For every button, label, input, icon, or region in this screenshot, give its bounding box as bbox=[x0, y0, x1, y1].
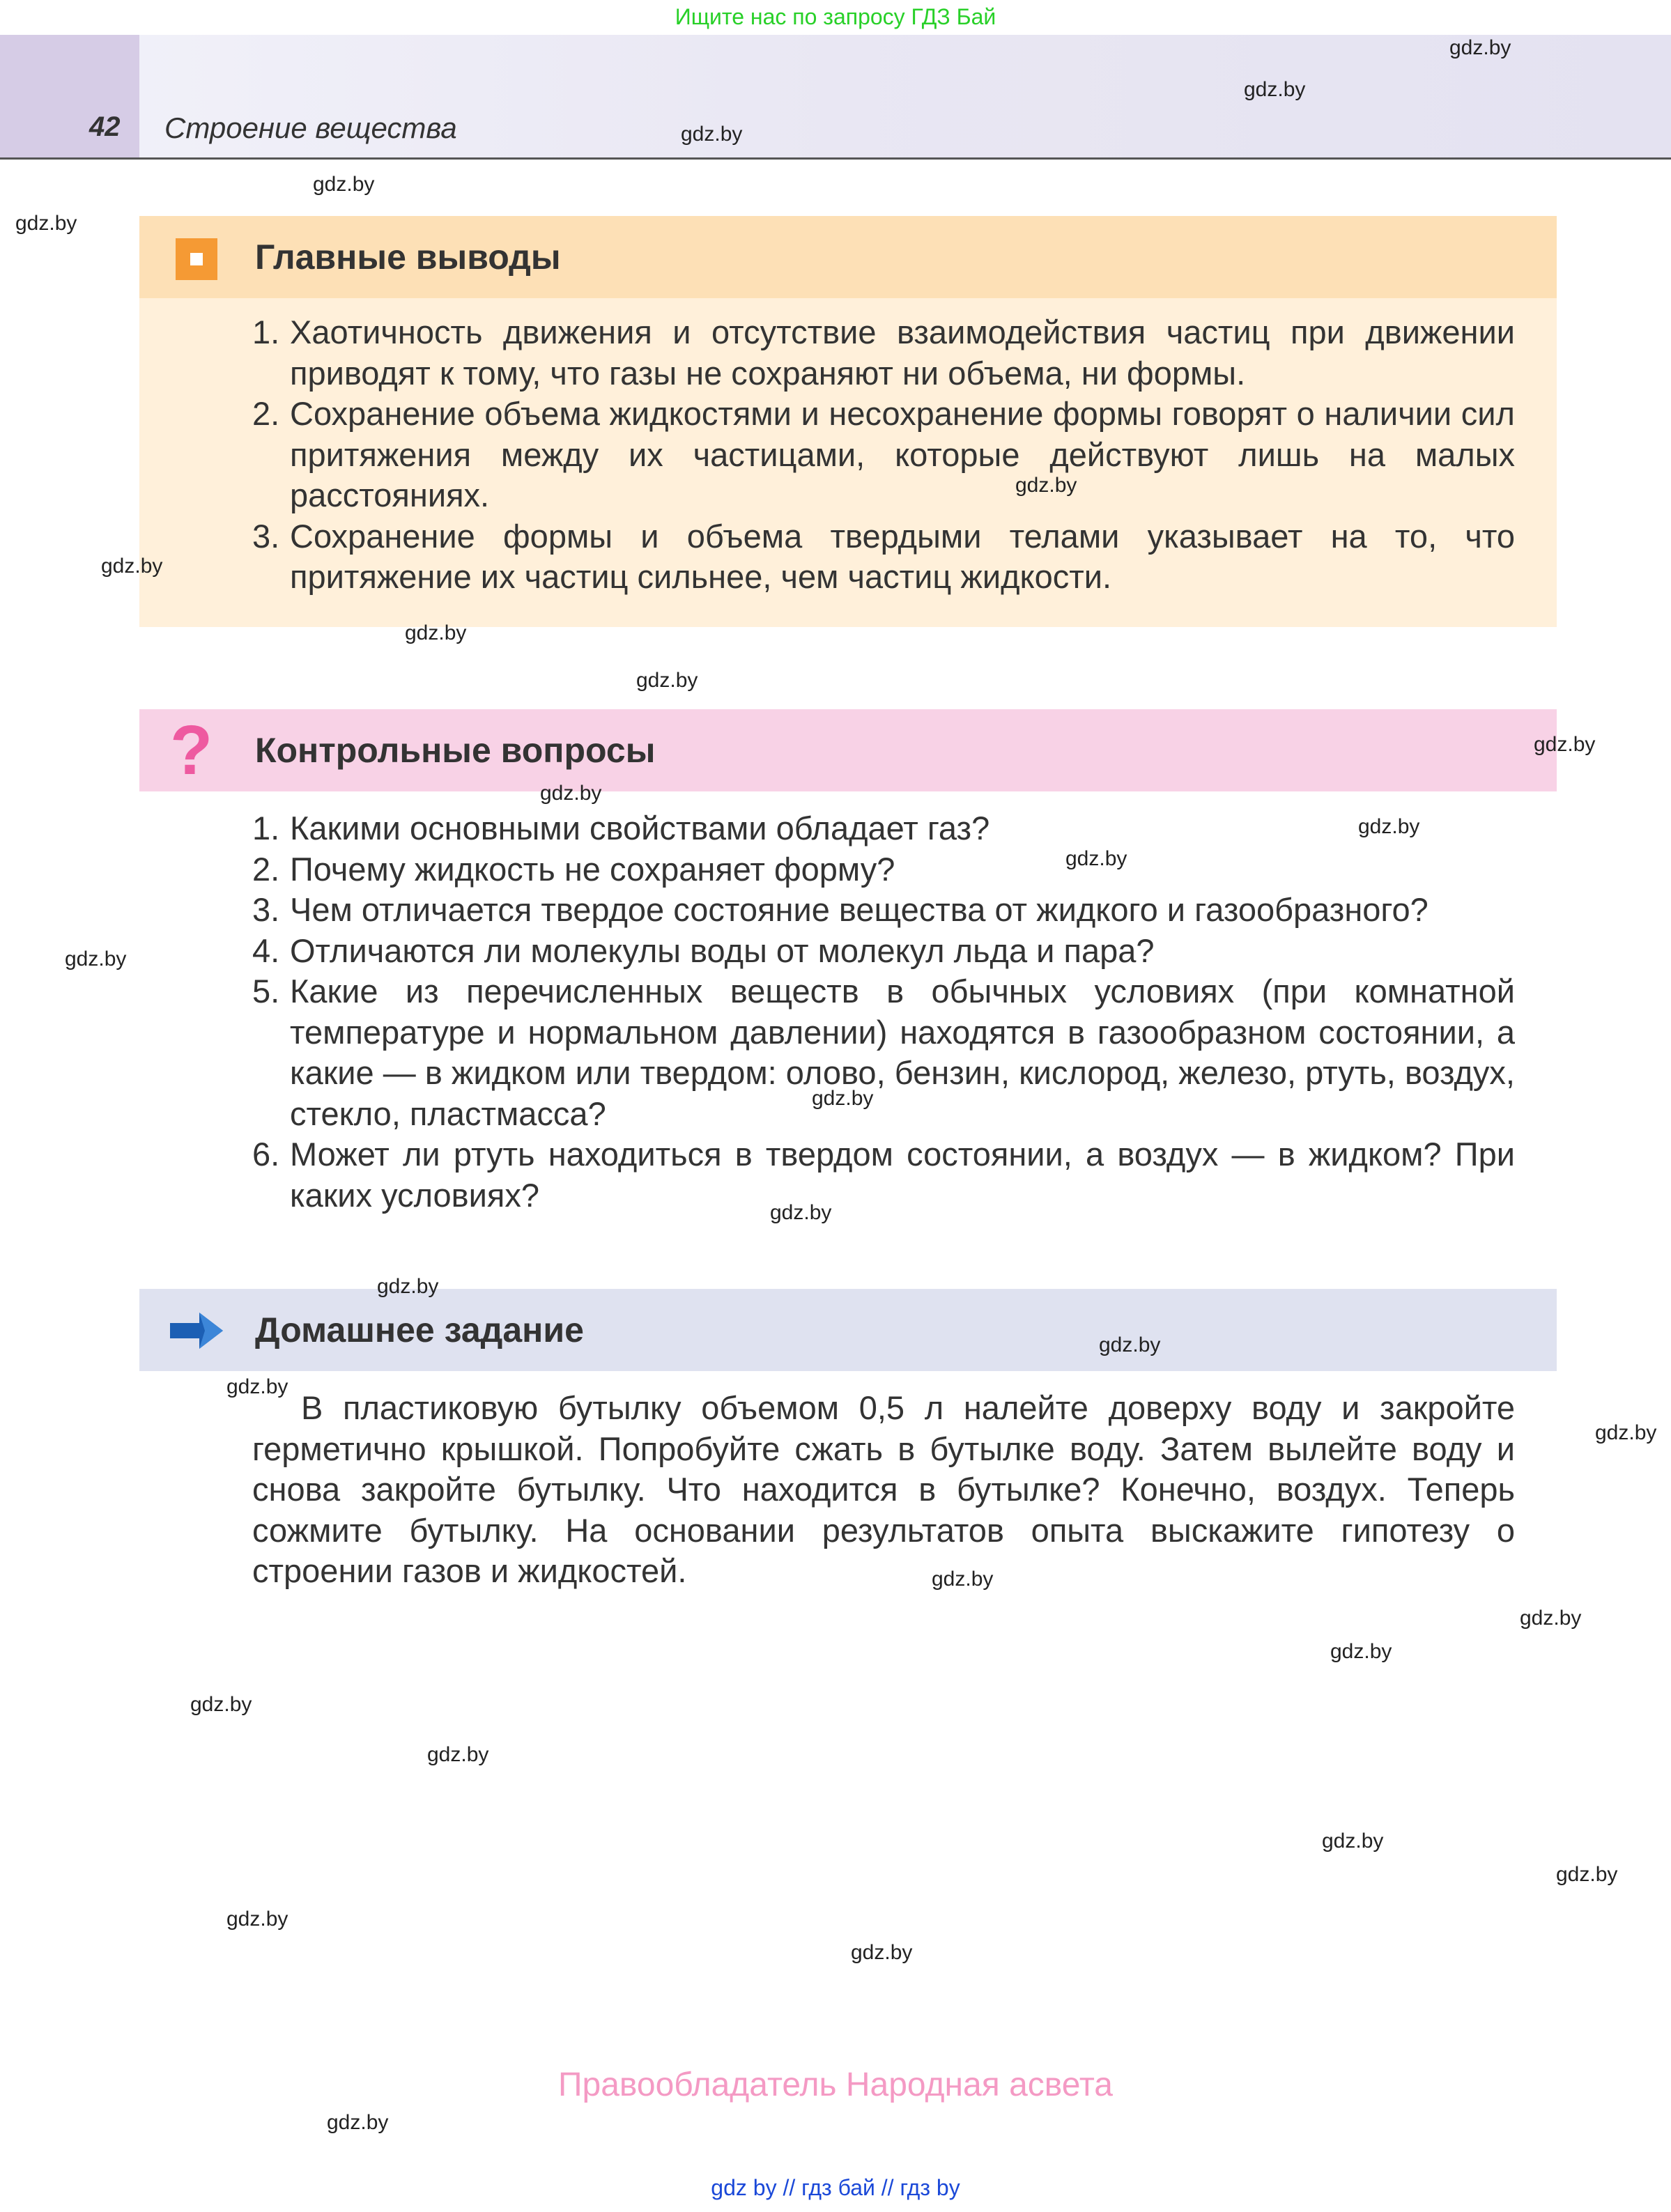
item-text: Хаотичность движения и отсутствие взаимодействия частиц при движении приводят к тому, что газы не сохраняют ни объема, ни формы. bbox=[290, 314, 1515, 392]
item-text: Какими основными свойствами обладает газ? bbox=[290, 810, 990, 846]
item-number: 4. bbox=[252, 931, 280, 969]
watermark: gdz.by bbox=[377, 1275, 439, 1298]
homework-header bbox=[139, 1289, 1557, 1371]
list-item bbox=[252, 971, 1515, 1134]
list-item bbox=[252, 1134, 1515, 1216]
watermark: gdz.by bbox=[1330, 1640, 1392, 1663]
item-number: 3. bbox=[252, 891, 280, 928]
page-number: 42 bbox=[89, 111, 121, 142]
watermark: gdz.by bbox=[226, 1908, 288, 1931]
watermark: gdz.by bbox=[190, 1693, 252, 1716]
item-number: 1. bbox=[252, 810, 280, 846]
item-text: Может ли ртуть находиться в твердом состоянии, а воздух — в жидком? При каких условиях? bbox=[290, 1136, 1515, 1214]
watermark: gdz.by bbox=[932, 1568, 994, 1591]
watermark: gdz.by bbox=[1322, 1830, 1384, 1853]
rights-holder: Правообладатель Народная асвета bbox=[558, 2066, 1113, 2103]
item-text: Какие из перечисленных веществ в обычных условиях (при комнатной температуре и нормальном давлении) находятся в газообразном состоянии, а какие — в жидком или твердом: олово, бензин, кислород, железо, ртуть, воздух, стекло, пластмасса? bbox=[290, 973, 1515, 1132]
watermark: gdz.by bbox=[313, 173, 375, 196]
homework-title: Домашнее задание bbox=[255, 1310, 584, 1349]
list-item bbox=[252, 890, 1515, 931]
questions-list bbox=[252, 808, 1515, 1216]
watermark: gdz.by bbox=[1358, 815, 1420, 838]
item-text: Почему жидкость не сохраняет форму? bbox=[290, 850, 895, 888]
question-mark-icon: ? bbox=[170, 711, 213, 789]
homework-text: В пластиковую бутылку объемом 0,5 л налейте доверху воду и закройте герметично крышкой. Попробуйте сжать в бутылке воду. Затем вылейте воду и снова закройте бутылку. Что находится в бутылке? Конечно, воздух. Теперь сожмите бутылку. На основании результатов опыта выскажите гипотезу о строении газов и жидкостей. bbox=[252, 1389, 1515, 1589]
watermark: gdz.by bbox=[427, 1743, 489, 1766]
orange-square-icon bbox=[176, 238, 217, 280]
watermark: gdz.by bbox=[540, 782, 602, 805]
questions-title: Контрольные вопросы bbox=[255, 731, 656, 770]
item-number: 1. bbox=[252, 314, 280, 350]
questions-header bbox=[139, 709, 1557, 791]
watermark: gdz.by bbox=[770, 1201, 832, 1224]
watermark: gdz.by bbox=[851, 1941, 913, 1964]
list-item bbox=[252, 394, 1515, 516]
list-item bbox=[252, 808, 1515, 849]
item-number: 2. bbox=[252, 395, 280, 432]
footer-links[interactable]: gdz by // гдз бай // гдз by bbox=[711, 2175, 960, 2200]
watermark: gdz.by bbox=[1015, 474, 1077, 497]
watermark: gdz.by bbox=[1244, 78, 1306, 101]
watermark: gdz.by bbox=[405, 621, 467, 644]
watermark: gdz.by bbox=[226, 1375, 288, 1398]
watermark: gdz.by bbox=[1534, 733, 1596, 756]
watermark: gdz.by bbox=[15, 212, 77, 235]
list-item bbox=[252, 516, 1515, 598]
watermark: gdz.by bbox=[681, 123, 743, 146]
item-text: Отличаются ли молекулы воды от молекул льда и пара? bbox=[290, 931, 1155, 969]
watermark: gdz.by bbox=[65, 948, 127, 970]
watermark: gdz.by bbox=[101, 555, 163, 578]
watermark: gdz.by bbox=[1099, 1333, 1161, 1356]
watermark: gdz.by bbox=[636, 669, 698, 692]
watermark: gdz.by bbox=[1556, 1863, 1618, 1886]
item-number: 5. bbox=[252, 973, 280, 1010]
item-text: Чем отличается твердое состояние вещества от жидкого и газообразного? bbox=[290, 891, 1429, 928]
item-text: Сохранение объема жидкостями и несохранение формы говорят о наличии сил притяжения между их частицами, которые действуют лишь на малых расстояниях. bbox=[290, 395, 1515, 513]
conclusions-title: Главные выводы bbox=[255, 238, 561, 277]
item-number: 3. bbox=[252, 517, 280, 555]
blue-arrow-icon bbox=[169, 1310, 224, 1352]
list-item bbox=[252, 849, 1515, 890]
watermark: gdz.by bbox=[812, 1087, 874, 1110]
item-text: Сохранение формы и объема твердыми телами указывает на то, что притяжение их частиц сильнее, чем частиц жидкости. bbox=[290, 517, 1515, 595]
item-number: 6. bbox=[252, 1136, 280, 1173]
watermark: gdz.by bbox=[327, 2111, 389, 2134]
conclusions-header bbox=[139, 216, 1557, 298]
watermark: gdz.by bbox=[1065, 847, 1127, 870]
watermark: gdz.by bbox=[1595, 1421, 1657, 1444]
list-item bbox=[252, 312, 1515, 394]
item-number: 2. bbox=[252, 850, 280, 888]
watermark: gdz.by bbox=[1520, 1607, 1582, 1630]
watermark: gdz.by bbox=[1449, 36, 1511, 59]
search-banner: Ищите нас по запросу ГДЗ Бай bbox=[675, 4, 996, 29]
list-item bbox=[252, 931, 1515, 972]
conclusions-list bbox=[252, 312, 1515, 598]
running-title: Строение вещества bbox=[164, 111, 457, 144]
